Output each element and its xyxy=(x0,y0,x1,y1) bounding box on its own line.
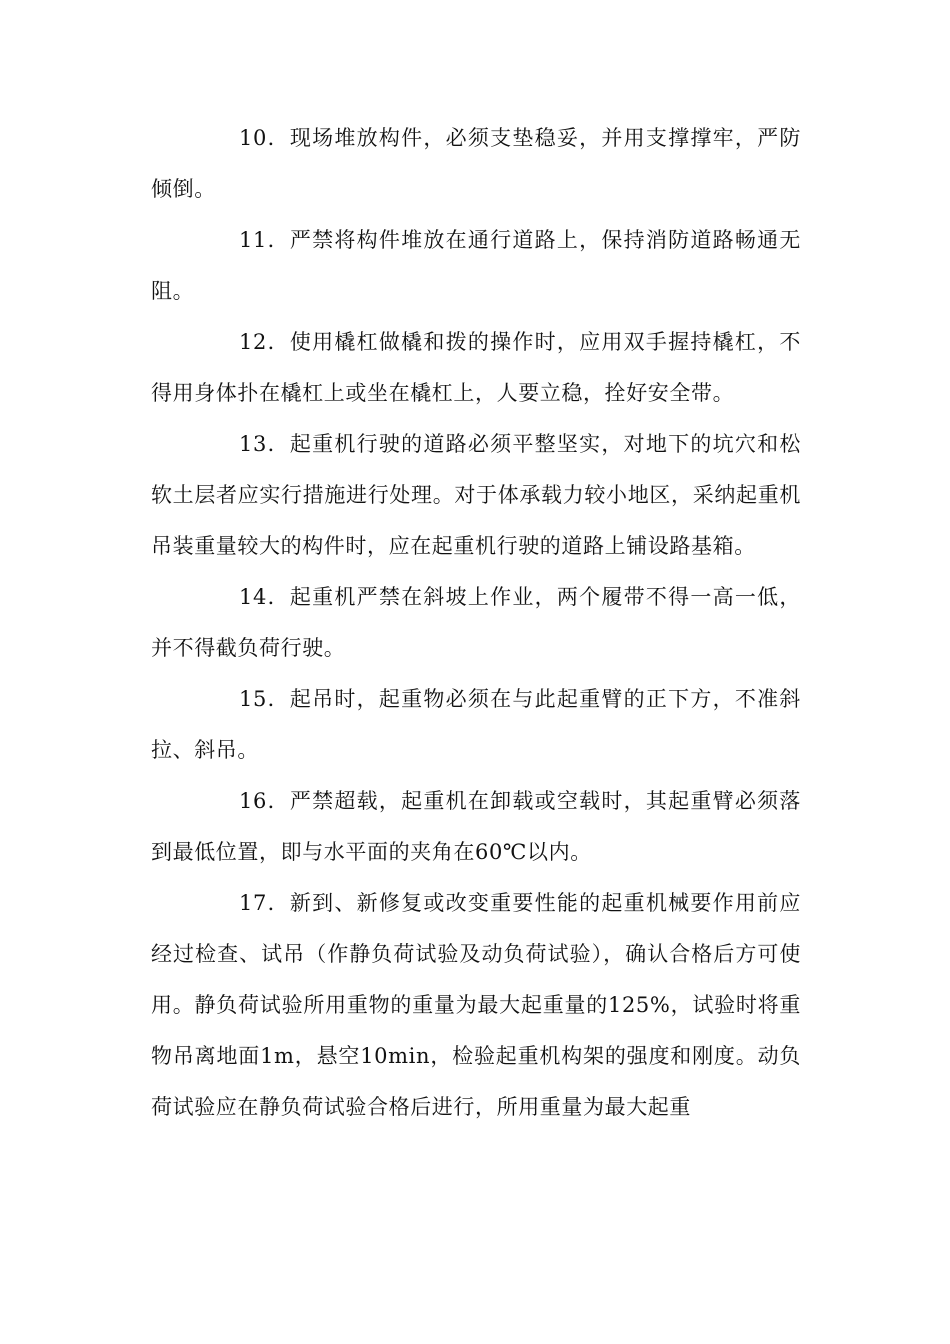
paragraph-number: 11． xyxy=(239,228,290,252)
paragraph-text: 起重机严禁在斜坡上作业，两个履带不得一高一低，并不得截负荷行驶。 xyxy=(151,585,801,660)
paragraph-13 xyxy=(151,419,801,572)
paragraph-14 xyxy=(151,572,801,674)
paragraph-number: 17． xyxy=(239,891,290,915)
paragraph-17 xyxy=(151,878,801,1133)
paragraph-number: 15． xyxy=(239,687,290,711)
paragraph-text: 使用橇杠做橇和拨的操作时，应用双手握持橇杠，不得用身体扑在橇杠上或坐在橇杠上，人要立稳，拴好安全带。 xyxy=(151,330,801,405)
paragraph-10 xyxy=(151,113,801,215)
paragraph-number: 13． xyxy=(239,432,290,456)
paragraph-text: 现场堆放构件，必须支垫稳妥，并用支撑撑牢，严防倾倒。 xyxy=(151,126,801,201)
paragraph-number: 12． xyxy=(239,330,290,354)
paragraph-12 xyxy=(151,317,801,419)
paragraph-number: 14． xyxy=(239,585,290,609)
paragraph-15 xyxy=(151,674,801,776)
paragraph-16 xyxy=(151,776,801,878)
paragraph-number: 16． xyxy=(239,789,290,813)
paragraph-text: 起重机行驶的道路必须平整坚实，对地下的坑穴和松软土层者应实行措施进行处理。对于体承载力较小地区，采纳起重机吊装重量较大的构件时，应在起重机行驶的道路上铺设路基箱。 xyxy=(151,432,801,558)
paragraph-text: 新到、新修复或改变重要性能的起重机械要作用前应经过检查、试吊（作静负荷试验及动负荷试验），确认合格后方可使用。静负荷试验所用重物的重量为最大起重量的125%，试验时将重物吊离地面1m，悬空10min，检验起重机构架的强度和刚度。动负荷试验应在静负荷试验合格后进行，所用重量为最大起重 xyxy=(151,891,801,1119)
paragraph-text: 严禁将构件堆放在通行道路上，保持消防道路畅通无阻。 xyxy=(151,228,801,303)
paragraph-text: 严禁超载，起重机在卸载或空载时，其起重臂必须落到最低位置，即与水平面的夹角在60℃以内。 xyxy=(151,789,801,864)
paragraph-text: 起吊时，起重物必须在与此起重臂的正下方，不准斜拉、斜吊。 xyxy=(151,687,801,762)
document-body xyxy=(151,113,801,1133)
paragraph-number: 10． xyxy=(239,126,290,150)
paragraph-11 xyxy=(151,215,801,317)
